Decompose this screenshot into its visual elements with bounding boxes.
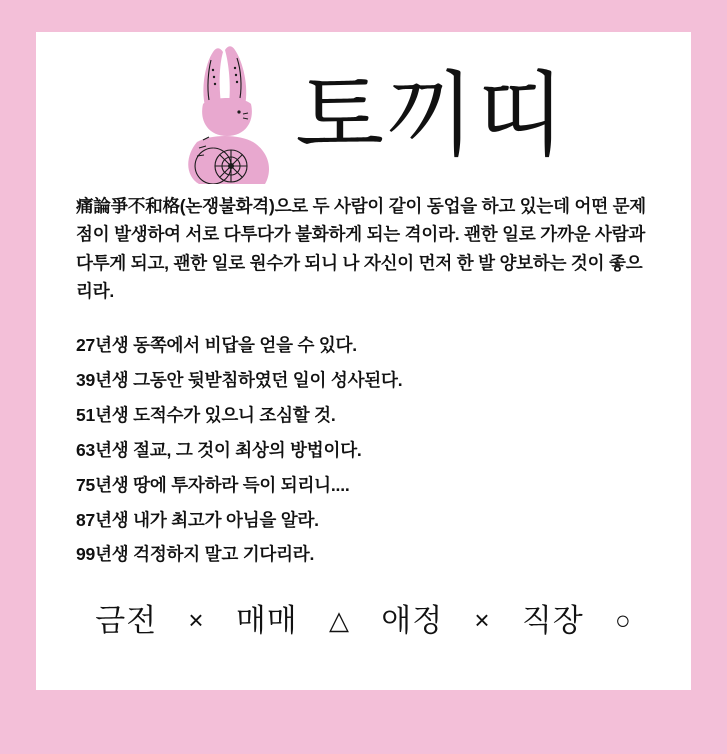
category-mark-love: × [474, 604, 491, 635]
category-label-love: 애정 [381, 602, 444, 638]
year-fortune-list [76, 331, 651, 568]
content-card [36, 32, 691, 690]
list-item: 27년생 동쪽에서 비답을 얻을 수 있다. [76, 335, 357, 356]
list-item: 87년생 내가 최고가 아님을 알라. [76, 509, 319, 530]
list-item: 99년생 걱정하지 말고 기다리라. [76, 544, 315, 565]
category-summary [36, 595, 691, 640]
page-title: 토끼띠 [295, 65, 568, 167]
category-label-money: 금전 [95, 602, 158, 638]
list-item: 63년생 절교, 그 것이 최상의 방법이다. [76, 439, 362, 460]
list-item: 39년생 그동안 뒷받침하였던 일이 성사된다. [76, 370, 403, 391]
category-mark-money: × [188, 604, 205, 635]
fortune-body [36, 192, 691, 569]
list-item: 51년생 도적수가 있으니 조심할 것. [76, 405, 336, 426]
category-mark-trade: △ [329, 604, 351, 635]
category-label-work: 직장 [521, 602, 584, 638]
rabbit-illustration-icon [169, 44, 289, 184]
header [36, 32, 691, 192]
category-mark-work: ○ [615, 604, 632, 635]
list-item: 75년생 땅에 투자하라 득이 되리니.... [76, 474, 350, 495]
fortune-paragraph: 痛論爭不和格(논쟁불화격)으로 두 사람이 같이 동업을 하고 있는데 어떤 문제점이 발생하여 서로 다투다가 불화하게 되는 격이라. 괜한 일로 가까운 사람과 다투게 되고, 괜한 일로 원수가 되니 나 자신이 먼저 한 발 양보하는 것이 좋으리라. [76, 196, 646, 302]
category-label-trade: 매매 [235, 602, 298, 638]
